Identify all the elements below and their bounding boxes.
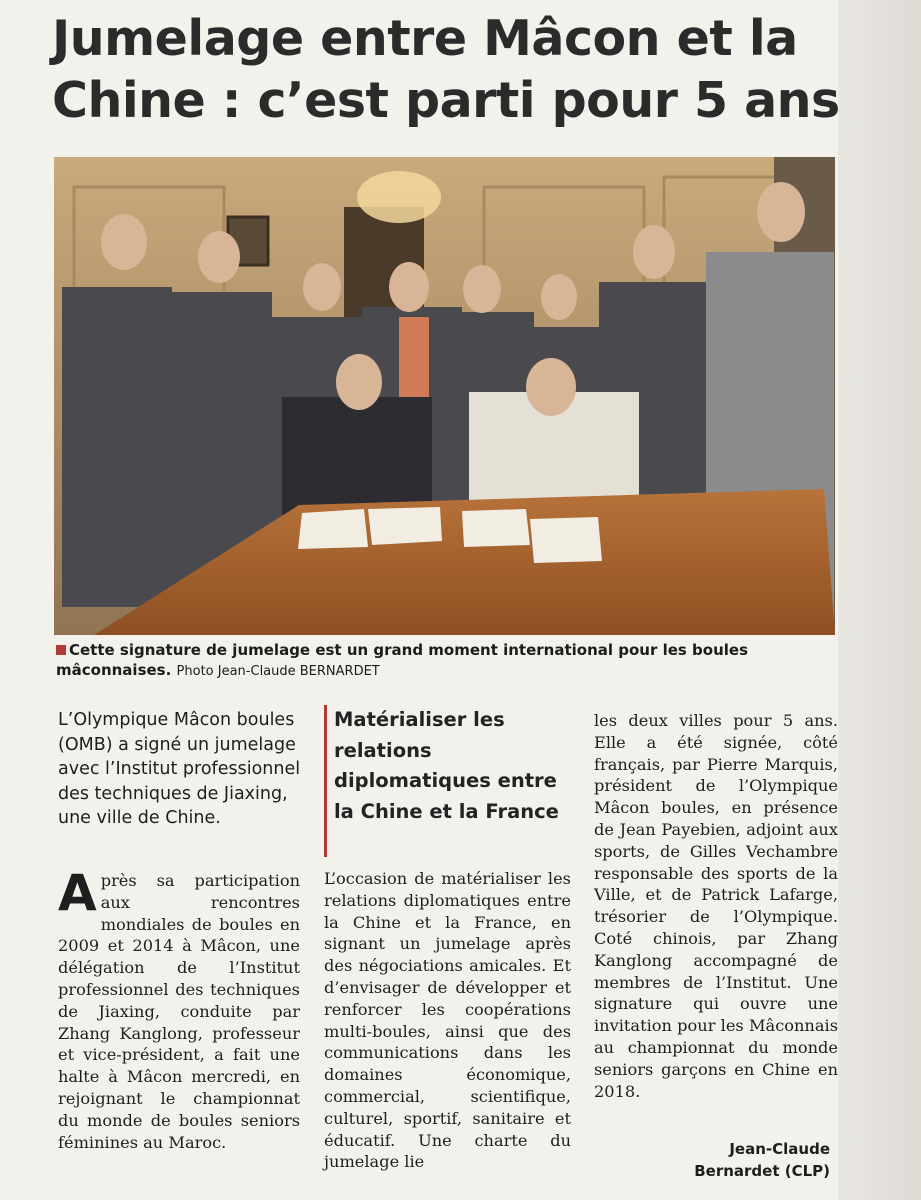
article-column-1: [58, 864, 300, 1153]
article-photo: [54, 157, 835, 635]
headline: Jumelage entre Mâcon et la Chine : c’est parti pour 5 ans: [52, 10, 840, 129]
drop-cap: A: [58, 864, 97, 922]
article-lede: L’Olympique Mâcon boules (OMB) a signé un jumelage avec l’Institut professionnel des techniques de Jiaxing, une ville de Chine.: [58, 710, 301, 828]
column-1-text: près sa participation aux rencontres mondiales de boules en 2009 et 2014 à Mâcon, une délégation de l’Institut professionnel des techniques de Jiaxing, conduite par Zhang Kanglong, professeur et vice-président, a fait une halte à Mâcon mercredi, en rejoignant le championnat du monde de boules seniors féminines au Maroc.: [58, 871, 300, 1152]
article-column-3: les deux villes pour 5 ans. Elle a été signée, côté français, par Pierre Marquis, président de l’Olympique Mâcon boules, en présence de Jean Payebien, adjoint aux sports, de Gilles Vechambre responsable des sports de la Ville, et de Patrick Lafarge, trésorier de l’Olympique. Coté chinois, par Zhang Kanglong accompagné de membres de l’Institut. Une signature qui ouvre une invitation pour les Mâconnais au championnat du monde seniors garçons en Chine en 2018.: [594, 711, 838, 1101]
adjacent-page-bleed: [838, 0, 921, 1200]
photo-credit: Photo Jean-Claude BERNARDET: [176, 664, 380, 679]
article-column-2: L’occasion de matérialiser les relations diplomatiques entre la Chine et la France, en signant un jumelage après des négociations amicales. Et d’envisager de développer et renforcer les coopérations multi-boules, ainsi que des communications dans les domaines économique, commercial, scientifique, culturel, sportif, sanitaire et éducatif. Une charte du jumelage lie: [324, 869, 571, 1172]
caption-bullet: [56, 645, 66, 655]
author-byline: Jean-Claude Bernardet (CLP): [694, 1140, 830, 1180]
caption-text: Cette signature de jumelage est un grand moment international pour les boules mâconnaises.: [56, 641, 749, 679]
photo-caption: [56, 640, 836, 682]
section-subhead: Matérialiser les relations diplomatiques entre la Chine et la France: [324, 705, 570, 857]
